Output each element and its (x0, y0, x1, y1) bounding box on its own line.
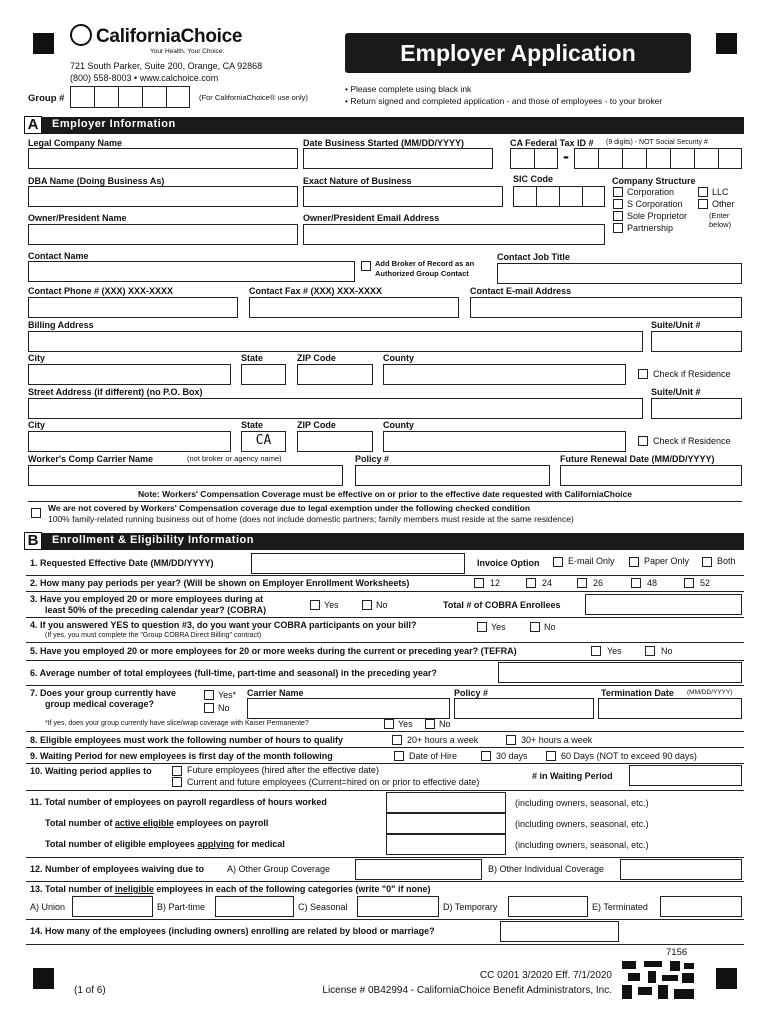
q7-kaiser-note: *If yes, does your group currently have slice/wrap coverage with Kaiser Permanente? (45, 720, 309, 727)
billing-county-field[interactable] (383, 364, 626, 385)
tax-id-prefix-field[interactable] (510, 148, 558, 169)
effective-date-field[interactable] (251, 553, 465, 574)
add-broker-checkbox[interactable] (361, 261, 371, 271)
q1-label: 1. Requested Effective Date (MM/DD/YYYY) (30, 558, 214, 568)
form-number: 7156 (666, 947, 688, 958)
paper-only-checkbox[interactable] (629, 557, 639, 567)
owner-email-label: Owner/President Email Address (303, 213, 440, 223)
corporation-label: Corporation (627, 187, 675, 197)
billing-city-field[interactable] (28, 364, 231, 385)
q4-yes-label: Yes (491, 622, 506, 632)
q5-no-label: No (661, 646, 673, 656)
street-suite-field[interactable] (651, 398, 742, 419)
divider (26, 575, 744, 576)
s-corporation-checkbox[interactable] (613, 199, 623, 209)
pay-26-label: 26 (593, 578, 604, 588)
registration-mark (716, 33, 737, 54)
workers-comp-policy-label: Policy # (355, 454, 390, 464)
contact-email-label: Contact E-mail Address (470, 286, 572, 296)
current-future-label: Current and future employees (Current=hired on or prior to effective date) (187, 777, 480, 787)
section-b-letter: B (24, 532, 42, 550)
divider (26, 617, 744, 618)
q13-label: 13. Total number of ineligible employees in each of the following categories (write "0" if none) (30, 884, 431, 894)
q5-yes-label: Yes (607, 646, 622, 656)
instruction-return: • Return signed and completed application - and those of employees - to your broker (345, 96, 663, 106)
kaiser-no-checkbox[interactable] (425, 719, 435, 729)
q3-label-line1: 3. Have you employed 20 or more employees during at (30, 594, 264, 604)
owner-name-label: Owner/President Name (28, 213, 127, 223)
hours-30-label: 30+ hours a week (521, 735, 593, 745)
hours-20-label: 20+ hours a week (407, 735, 479, 745)
sole-proprietor-label: Sole Proprietor (627, 211, 688, 221)
billing-suite-field[interactable] (651, 331, 742, 352)
billing-state-field[interactable] (241, 364, 286, 385)
billing-county-label: County (383, 353, 414, 363)
enter-below-note: (Enter below) (709, 211, 732, 229)
date-business-started-label: Date Business Started (MM/DD/YYYY) (303, 138, 465, 148)
q9-label: 9. Waiting Period for new employees is first day of the month following (30, 751, 333, 761)
pay-12-checkbox[interactable] (474, 578, 484, 588)
renewal-date-label: Future Renewal Date (MM/DD/YYYY) (560, 454, 715, 464)
q4-no-label: No (544, 622, 556, 632)
future-employees-checkbox[interactable] (172, 766, 182, 776)
q3-yes-checkbox[interactable] (310, 600, 320, 610)
registration-mark (33, 33, 54, 54)
divider (26, 685, 744, 686)
q14-label: 14. How many of the employees (including owners) enrolling are related by blood or marriage? (30, 926, 435, 936)
workers-comp-note-banner: Note: Workers' Compensation Coverage must be effective on or prior to the effective date requested with CaliforniaChoice (137, 489, 633, 499)
both-checkbox[interactable] (702, 557, 712, 567)
union-label: A) Union (30, 902, 66, 912)
q7-label-line1: 7. Does your group currently have (30, 688, 177, 698)
contact-name-field[interactable] (28, 261, 355, 282)
renewal-date-field[interactable] (560, 465, 742, 486)
dba-name-field[interactable] (28, 186, 298, 207)
dba-name-label: DBA Name (Doing Business As) (28, 176, 165, 186)
q11b-field[interactable] (386, 813, 506, 834)
registration-mark (716, 968, 737, 989)
street-residence-label: Check if Residence (653, 436, 731, 446)
q12-label: 12. Number of employees waiving due to (30, 864, 205, 874)
current-future-checkbox[interactable] (172, 777, 182, 787)
section-b-title: Enrollment & Eligibility Information (52, 534, 254, 546)
street-county-field[interactable] (383, 431, 626, 452)
divider (26, 790, 744, 791)
q5-no-checkbox[interactable] (645, 646, 655, 656)
street-city-field[interactable] (28, 431, 231, 452)
divider (28, 501, 742, 502)
part-time-field[interactable] (215, 896, 294, 917)
logo-icon (70, 24, 92, 46)
divider (26, 919, 744, 920)
street-residence-checkbox[interactable] (638, 436, 648, 446)
add-broker-label: Add Broker of Record as an Authorized Group Contact (375, 259, 475, 279)
billing-address-field[interactable] (28, 331, 643, 352)
termination-date-field[interactable] (598, 698, 742, 719)
other-individual-label: B) Other Individual Coverage (488, 864, 605, 874)
pay-48-label: 48 (647, 578, 658, 588)
temporary-label: D) Temporary (443, 902, 498, 912)
terminated-label: E) Terminated (592, 902, 648, 912)
nature-of-business-label: Exact Nature of Business (303, 176, 412, 186)
billing-city-label: City (28, 353, 46, 363)
divider (26, 881, 744, 882)
hours-30-checkbox[interactable] (506, 735, 516, 745)
exemption-checkbox[interactable] (31, 508, 41, 518)
q7-policy-label: Policy # (454, 688, 489, 698)
street-suite-label: Suite/Unit # (651, 387, 701, 397)
page-indicator: (1 of 6) (74, 985, 106, 996)
street-state-value: CA (255, 433, 272, 448)
sole-proprietor-checkbox[interactable] (613, 211, 623, 221)
q4-no-checkbox[interactable] (530, 622, 540, 632)
logo-tagline: Your Health. Your Choice. (150, 48, 225, 55)
exemption-condition: 100% family-related running business out of home (does not include domestic partners; family members must reside at the same residence) (48, 514, 574, 524)
both-label: Both (717, 556, 736, 566)
legal-company-name-label: Legal Company Name (28, 138, 123, 148)
contact-job-title-field[interactable] (497, 263, 742, 284)
pay-12-label: 12 (490, 578, 501, 588)
workers-comp-field[interactable] (28, 465, 343, 486)
q4-note: (If yes, you must complete the "Group COBRA Direct Billing" contract) (45, 632, 262, 639)
contact-email-field[interactable] (470, 297, 742, 318)
q11c-including-note: (including owners, seasonal, etc.) (515, 840, 649, 850)
s-corporation-label: S Corporation (627, 199, 683, 209)
q7-label-line2: group medical coverage? (45, 699, 155, 709)
pay-26-checkbox[interactable] (577, 578, 587, 588)
section-a-title: Employer Information (52, 118, 176, 130)
tax-id-note: (9 digits) - NOT Social Security # (606, 139, 708, 146)
billing-residence-checkbox[interactable] (638, 369, 648, 379)
q3-yes-label: Yes (324, 600, 339, 610)
invoice-option-label: Invoice Option (477, 558, 540, 568)
cobra-total-label: Total # of COBRA Enrollees (443, 600, 561, 610)
section-a-letter: A (24, 116, 42, 134)
days-30-label: 30 days (496, 751, 528, 761)
pay-52-checkbox[interactable] (684, 578, 694, 588)
q11-including-note: (including owners, seasonal, etc.) (515, 798, 649, 808)
barcode-icon (622, 961, 694, 999)
q2-label: 2. How many pay periods per year? (Will be shown on Employer Enrollment Worksheets) (30, 578, 410, 588)
q3-label-line2: least 50% of the preceding calendar year? (COBRA) (45, 605, 267, 615)
pay-24-checkbox[interactable] (526, 578, 536, 588)
kaiser-no-label: No (439, 719, 451, 729)
contact-fax-field[interactable] (249, 297, 459, 318)
q7-no-checkbox[interactable] (204, 703, 214, 713)
q5-label: 5. Have you employed 20 or more employees for 20 or more weeks during the current or preceding year? (TEFRA) (30, 646, 517, 656)
corporation-checkbox[interactable] (613, 187, 623, 197)
sic-code-label: SIC Code (513, 174, 554, 184)
tax-id-label: CA Federal Tax ID # (510, 138, 594, 148)
divider (26, 660, 744, 661)
q11-field[interactable] (386, 792, 506, 813)
pay-24-label: 24 (542, 578, 553, 588)
workers-comp-label: Worker's Comp Carrier Name (28, 454, 154, 464)
cobra-total-field[interactable] (585, 594, 742, 615)
contact-phone-field[interactable] (28, 297, 238, 318)
q6-field[interactable] (498, 662, 742, 683)
q7-yes-checkbox[interactable] (204, 690, 214, 700)
tax-id-suffix-field[interactable] (574, 148, 742, 169)
company-structure-label: Company Structure (612, 176, 696, 186)
billing-zip-field[interactable] (297, 364, 373, 385)
instruction-ink: • Please complete using black ink (345, 84, 472, 94)
email-only-checkbox[interactable] (553, 557, 563, 567)
street-state-label: State (241, 420, 264, 430)
union-field[interactable] (72, 896, 153, 917)
termination-date-label: Termination Date (601, 688, 674, 698)
q4-label: 4. If you answered YES to question #3, do you want your COBRA participants on your bill? (30, 620, 417, 630)
q3-no-label: No (376, 600, 388, 610)
q11c-field[interactable] (386, 834, 506, 855)
sic-code-field[interactable] (513, 186, 605, 207)
registration-mark (33, 968, 54, 989)
nature-of-business-field[interactable] (303, 186, 503, 207)
llc-label: LLC (712, 187, 729, 197)
billing-suite-label: Suite/Unit # (651, 320, 701, 330)
q5-yes-checkbox[interactable] (591, 646, 601, 656)
logo-name: CaliforniaChoice (96, 26, 243, 47)
street-zip-label: ZIP Code (297, 420, 336, 430)
date-of-hire-label: Date of Hire (409, 751, 458, 761)
termination-date-format: (MM/DD/YYYY) (687, 689, 733, 696)
divider (26, 944, 744, 945)
workers-comp-policy-field[interactable] (355, 465, 550, 486)
street-zip-field[interactable] (297, 431, 373, 452)
q7-yes-label: Yes* (218, 690, 237, 700)
contact-phone-label: Contact Phone # (XXX) XXX-XXXX (28, 286, 174, 296)
terminated-field[interactable] (660, 896, 742, 917)
kaiser-yes-checkbox[interactable] (384, 719, 394, 729)
group-note: (For CaliforniaChoice® use only) (199, 93, 308, 102)
q10-label: 10. Waiting period applies to (30, 766, 152, 776)
divider (26, 731, 744, 732)
waiting-period-count-field[interactable] (629, 765, 742, 786)
q3-no-checkbox[interactable] (362, 600, 372, 610)
hours-20-checkbox[interactable] (392, 735, 402, 745)
contact-fax-label: Contact Fax # (XXX) XXX-XXXX (249, 286, 383, 296)
billing-address-label: Billing Address (28, 320, 94, 330)
kaiser-yes-label: Yes (398, 719, 413, 729)
waiting-period-count-label: # in Waiting Period (532, 771, 613, 781)
license-line: License # 0B42994 - CaliforniaChoice Benefit Administrators, Inc. (322, 985, 612, 996)
other-structure-checkbox[interactable] (698, 199, 708, 209)
legal-company-name-field[interactable] (28, 148, 298, 169)
date-business-started-field[interactable] (303, 148, 493, 169)
divider (26, 747, 744, 748)
contact-name-label: Contact Name (28, 251, 89, 261)
temporary-field[interactable] (508, 896, 588, 917)
street-city-label: City (28, 420, 46, 430)
q6-label: 6. Average number of total employees (full-time, part-time and seasonal) in the preceding year? (30, 668, 437, 678)
divider (26, 857, 744, 858)
billing-zip-label: ZIP Code (297, 353, 336, 363)
tax-id-dash: - (563, 146, 569, 166)
carrier-name-label: Carrier Name (247, 688, 304, 698)
other-group-field[interactable] (355, 859, 482, 880)
carrier-name-field[interactable] (247, 698, 450, 719)
other-individual-field[interactable] (620, 859, 742, 880)
other-structure-label: Other (712, 199, 735, 209)
q11b-including-note: (including owners, seasonal, etc.) (515, 819, 649, 829)
pay-52-label: 52 (700, 578, 711, 588)
pay-48-checkbox[interactable] (631, 578, 641, 588)
q7-policy-field[interactable] (454, 698, 594, 719)
divider (26, 642, 744, 643)
owner-name-field[interactable] (28, 224, 298, 245)
divider (26, 591, 744, 592)
q11b-label: Total number of active eligible employees on payroll (45, 818, 269, 828)
q7-no-label: No (218, 703, 230, 713)
billing-residence-label: Check if Residence (653, 369, 731, 379)
billing-state-label: State (241, 353, 264, 363)
owner-email-field[interactable] (303, 224, 605, 245)
q11-label: 11. Total number of employees on payroll regardless of hours worked (30, 797, 327, 807)
part-time-label: B) Part-time (157, 902, 206, 912)
street-address-label: Street Address (if different) (no P.O. Box) (28, 387, 203, 397)
group-number-field[interactable] (70, 86, 190, 108)
q8-label: 8. Eligible employees must work the following number of hours to qualify (30, 735, 344, 745)
form-edition: CC 0201 3/2020 Eff. 7/1/2020 (479, 970, 612, 981)
llc-checkbox[interactable] (698, 187, 708, 197)
street-county-label: County (383, 420, 414, 430)
days-60-label: 60 Days (NOT to exceed 90 days) (561, 751, 697, 761)
paper-only-label: Paper Only (644, 556, 690, 566)
q14-field[interactable] (500, 921, 619, 942)
divider (26, 763, 744, 764)
street-address-field[interactable] (28, 398, 643, 419)
seasonal-field[interactable] (357, 896, 439, 917)
q11c-label: Total number of eligible employees applying for medical (45, 839, 285, 849)
seasonal-label: C) Seasonal (298, 902, 348, 912)
contact-job-title-label: Contact Job Title (497, 252, 570, 262)
date-of-hire-checkbox[interactable] (394, 751, 404, 761)
days-30-checkbox[interactable] (481, 751, 491, 761)
partnership-checkbox[interactable] (613, 223, 623, 233)
other-group-label: A) Other Group Coverage (227, 864, 331, 874)
group-label: Group # (28, 93, 65, 104)
form-title: Employer Application (400, 40, 636, 66)
partnership-label: Partnership (627, 223, 674, 233)
workers-comp-note: (not broker or agency name) (187, 454, 282, 463)
days-60-checkbox[interactable] (546, 751, 556, 761)
company-address: 721 South Parker, Suite 200, Orange, CA 92868 (70, 61, 263, 71)
q4-yes-checkbox[interactable] (477, 622, 487, 632)
exemption-text: We are not covered by Workers' Compensation coverage due to legal exemption under the following checked condition (48, 503, 531, 513)
future-employees-label: Future employees (hired after the effective date) (187, 765, 379, 775)
email-only-label: E-mail Only (568, 556, 615, 566)
company-phone-web: (800) 558-8003 • www.calchoice.com (70, 73, 219, 83)
